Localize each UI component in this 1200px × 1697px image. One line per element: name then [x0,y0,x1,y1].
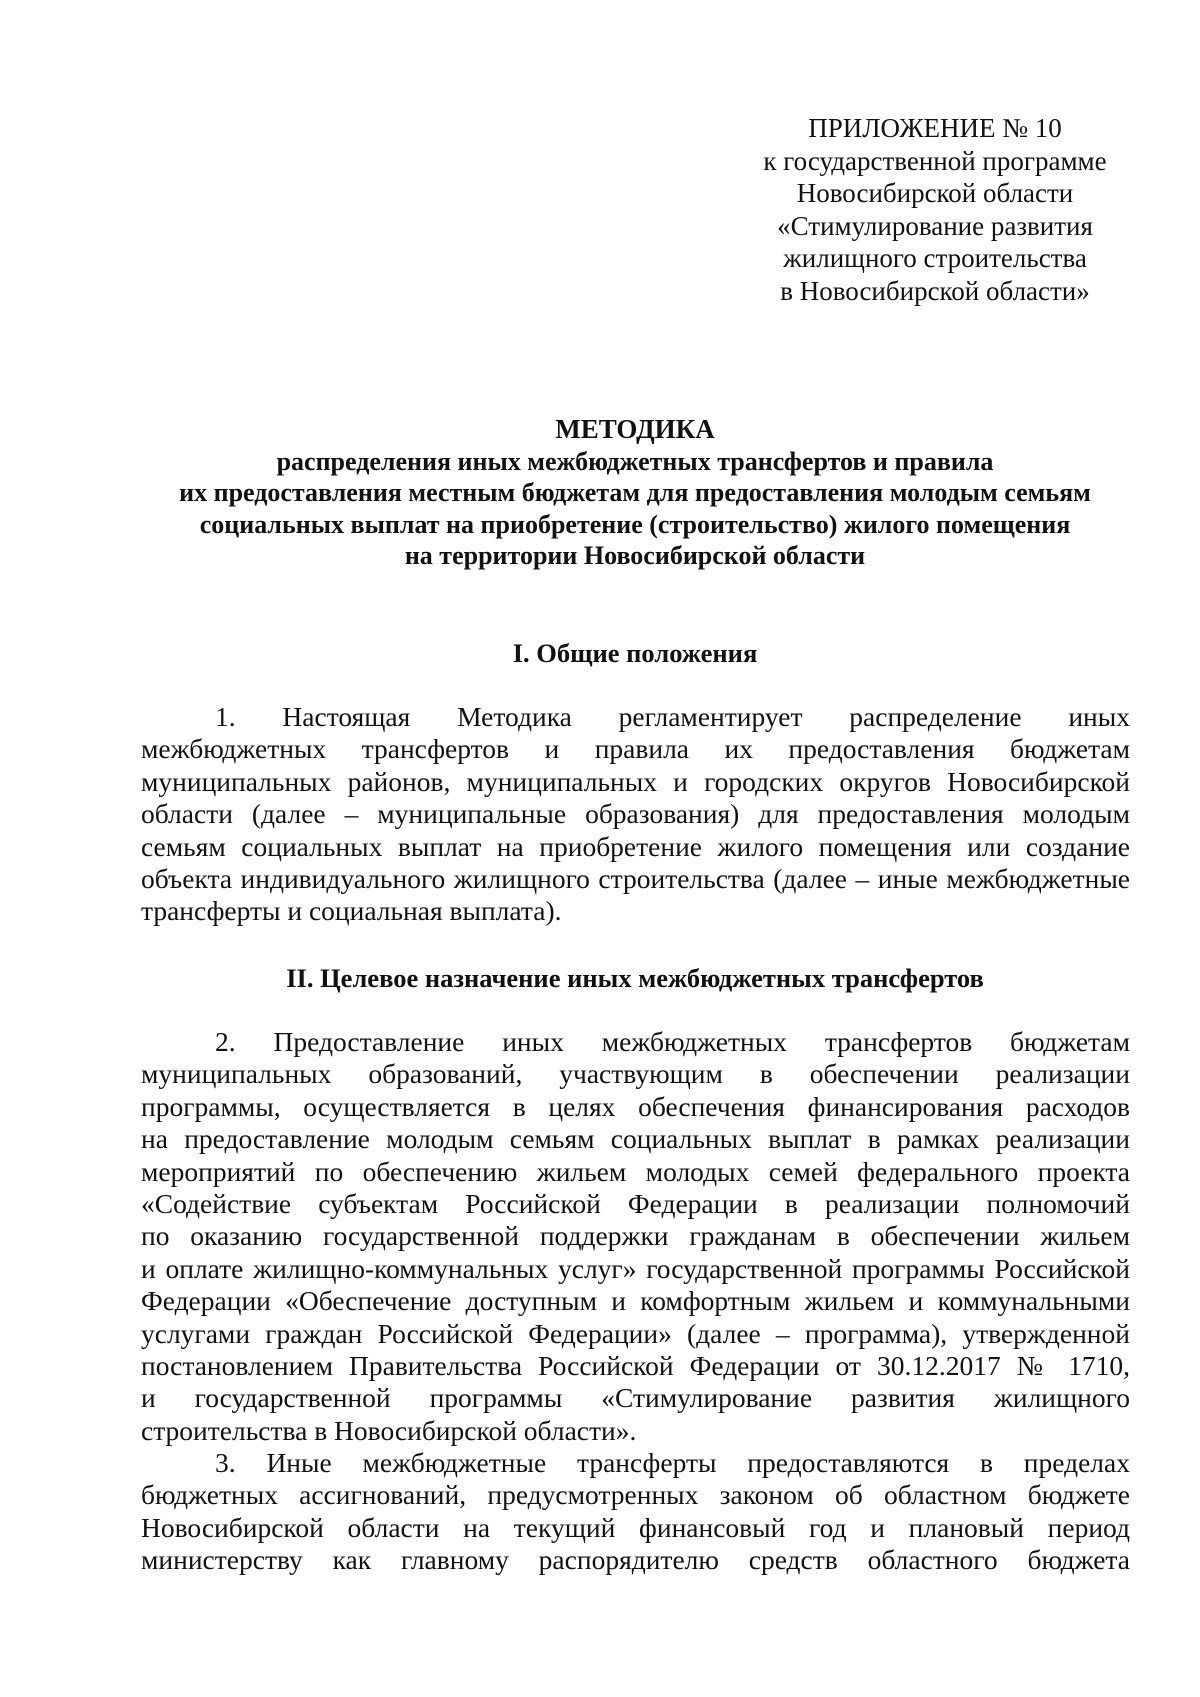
title-line: социальных выплат на приобретение (строительство) жилого помещения [199,509,1071,539]
text-line: объекта индивидуального жилищного строительства (далее – иные межбюджетные [141,862,1130,894]
text-line: и государственной программы «Стимулирование развития жилищного [141,1382,1130,1414]
text-line: мероприятий по обеспечению жильем молодых семей федерального проекта [141,1155,1130,1187]
section-heading-general: I. Общие положения [512,638,758,668]
title-main: МЕТОДИКА [555,414,715,444]
text-line: межбюджетных трансфертов и правила их предоставления бюджетам [141,733,1130,765]
paragraph-1 [141,701,1130,928]
appendix-line: жилищного строительства [783,243,1087,273]
text-line: 3. Иные межбюджетные трансферты предоставляются в пределах [215,1447,1130,1478]
text-line: трансферты и социальная выплата). [141,895,562,927]
appendix-line: в Новосибирской области» [780,275,1090,306]
section-heading-purpose: II. Целевое назначение иных межбюджетных трансфертов [286,963,984,993]
text-line: бюджетных ассигнований, предусмотренных законом об областном бюджете [141,1479,1130,1511]
text-line: Новосибирской области на текущий финансовый год и плановый период [141,1511,1130,1543]
title-line: распределения иных межбюджетных трансфертов и правила [276,446,994,476]
text-line: на предоставление молодым семьям социальных выплат в рамках реализации [141,1123,1130,1155]
text-line: муниципальных районов, муниципальных и городских округов Новосибирской [141,765,1130,797]
paragraph-3 [141,1447,1130,1577]
paragraph-2 [141,1026,1130,1447]
text-line: 1. Настоящая Методика регламентирует распределение иных [215,701,1130,732]
title-line: их предоставления местным бюджетам для предоставления молодым семьям [179,478,1091,507]
appendix-number: ПРИЛОЖЕНИЕ № 10 [808,113,1062,143]
text-line: муниципальных образований, участвующим в обеспечении реализации [141,1058,1130,1090]
text-line: услугами граждан Российской Федерации» (далее – программа), утвержденной [141,1317,1130,1349]
text-line: области (далее – муниципальные образования) для предоставления молодым [141,798,1130,830]
document-title [130,414,1140,572]
text-line: постановлением Правительства Российской Федерации от 30.12.2017 № 1710, [141,1349,1130,1381]
text-line: министерству как главному распорядителю средств областного бюджета [141,1544,1130,1576]
title-line: на территории Новосибирской области [404,541,866,570]
text-line: строительства в Новосибирской области». [141,1414,637,1446]
appendix-line: Новосибирской области [796,178,1074,208]
text-line: и оплате жилищно-коммунальных услуг» государственной программы Российской [141,1252,1130,1284]
appendix-line: к государственной программе [763,145,1107,176]
text-line: 2. Предоставление иных межбюджетных трансфертов бюджетам [215,1026,1130,1057]
text-line: семьям социальных выплат на приобретение жилого помещения или создание [141,830,1130,862]
text-line: по оказанию государственной поддержки гражданам в обеспечении жильем [141,1220,1130,1252]
text-line: программы, осуществляется в целях обеспечения финансирования расходов [141,1090,1130,1122]
text-line: Федерации «Обеспечение доступным и комфортным жильем и коммунальными [141,1285,1130,1317]
appendix-line: «Стимулирование развития [777,210,1093,241]
text-line: «Содействие субъектам Российской Федерации в реализации полномочий [141,1187,1130,1219]
appendix-header [735,112,1135,307]
